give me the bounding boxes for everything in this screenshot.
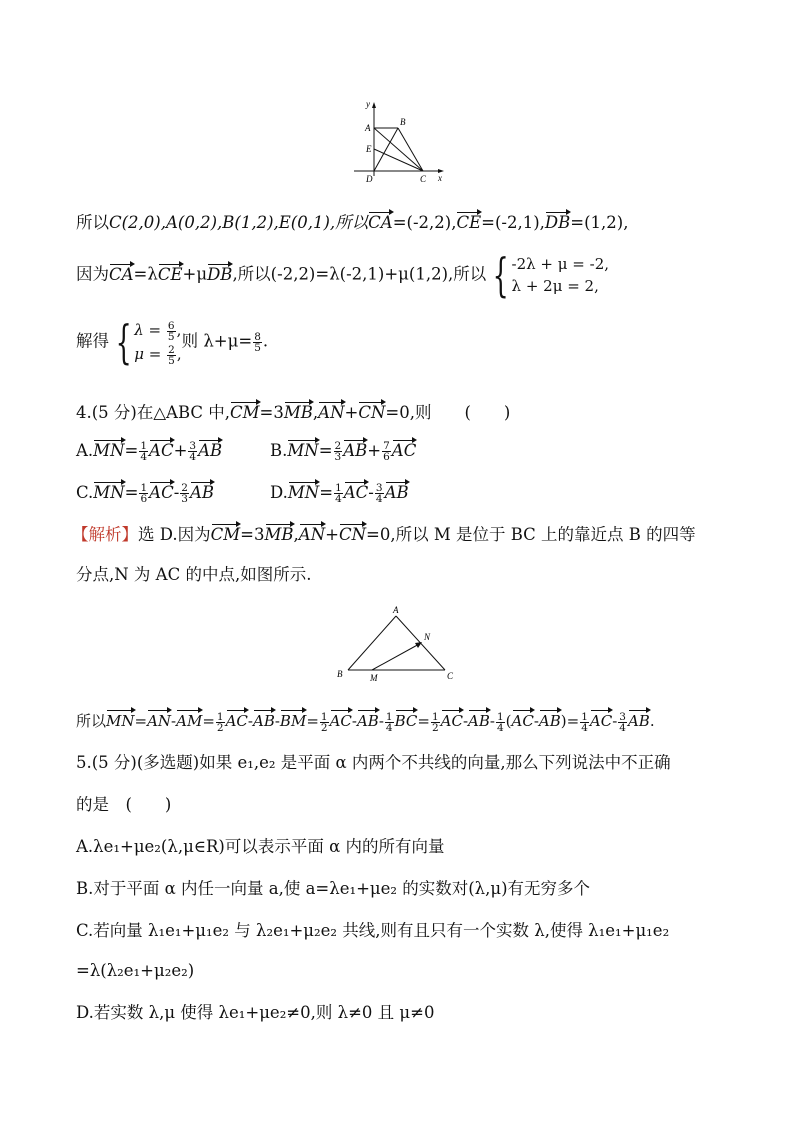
text-span: μ = (134, 345, 167, 363)
label-A: A (393, 605, 399, 615)
q5-option-C-line-1 (76, 920, 669, 942)
q5-option-D (76, 1002, 434, 1024)
equation-system (512, 253, 609, 297)
label-y: y (366, 99, 370, 109)
vector-CN: CN (358, 400, 385, 424)
vector-MB: MB (284, 400, 313, 424)
option-label: A. (76, 441, 94, 460)
text-span: =λ (133, 264, 158, 284)
analysis-line-2 (76, 564, 311, 586)
text-span: 解得 (76, 331, 109, 351)
text-span: + (344, 403, 359, 422)
vector-CE: CE (456, 210, 481, 234)
question-4-stem (76, 400, 510, 424)
text-span: C(2,0),A(0,2),B(1,2),E(0,1),所以 (109, 213, 369, 232)
text-span: D.若实数 λ,μ 使得 λe₁+μe₂≠0,则 λ≠0 且 μ≠0 (76, 1003, 435, 1022)
text-span: λ = (134, 321, 166, 339)
fraction (253, 332, 262, 353)
label-M: M (370, 673, 378, 683)
text-span: 所以 (76, 213, 109, 232)
triangle-figure (330, 602, 465, 684)
text-span: =0,则 (385, 403, 432, 422)
label-D: D (366, 174, 373, 184)
option-label: B. (270, 441, 288, 460)
text-span: 分点,N 为 AC 的中点,如图所示. (76, 565, 312, 584)
text-span: 的是 ( ) (76, 795, 172, 814)
label-N: N (424, 632, 431, 642)
label-B: B (400, 117, 406, 127)
q5-option-B (76, 878, 590, 900)
coordinate-figure (350, 98, 450, 188)
label-x: x (438, 173, 442, 183)
denominator: 5 (168, 354, 175, 367)
text-span: B.对于平面 α 内任一向量 a,使 a=λe₁+μe₂ 的实数对(λ,μ)有无穷多个 (76, 879, 591, 898)
solution-line-1 (76, 210, 628, 234)
vector-CE: CE (158, 262, 183, 286)
text-span: =λ(λ₂e₁+μ₂e₂) (76, 961, 195, 980)
question-5-line-2 (76, 794, 171, 816)
analysis-line-1: 【解析】选 D.因为CM=3MB,AN+CN=0,所以 M 是位于 BC 上的靠近点 B 的四等 (72, 522, 696, 546)
vector-CA: CA (368, 210, 393, 234)
text-span: C.若向量 λ₁e₁+μ₁e₂ 与 λ₂e₁+μ₂e₂ 共线,则有且只有一个实数 λ,使得 λ₁e₁+μ₁e₂ (76, 921, 670, 940)
text-span: ,所以(-2,2)=λ(-2,1)+μ(1,2),所以 (232, 264, 487, 284)
vector-DB: DB (207, 262, 232, 286)
text-span: 因为 (76, 264, 109, 284)
text-span: 则 λ+μ= (181, 331, 253, 351)
fraction (167, 345, 176, 366)
label-C: C (420, 174, 427, 184)
option-label: D. (270, 483, 288, 502)
numerator: 6 (167, 319, 175, 332)
option-D: D.MN= $\frac{1}{4}$ AC- $\frac{3}{4}$ AB (270, 482, 409, 505)
solution-line-2 (76, 248, 610, 302)
q5-option-A (76, 836, 445, 858)
option-B: B.MN= $\frac{2}{3}$ AB+ $\frac{7}{6}$ AC (270, 440, 417, 463)
numerator: 8 (254, 330, 261, 343)
text-span: =(1,2), (570, 213, 629, 232)
text-span: , (312, 403, 319, 422)
fraction (167, 321, 176, 342)
brace-icon: { (115, 315, 132, 369)
label-B: B (337, 669, 343, 679)
label-C: C (447, 671, 454, 681)
vector-CA: CA (109, 262, 134, 286)
analysis-line-3: 所以MN=AN-AM= $\frac{1}{2}$ AC-AB-BM= $\frac{1}{2}$ AC-AB- $\frac{1}{4}$ BC= $\frac{1}{2}$ AC-AB- $\frac{1}{4}$ (AC-AB)= $\frac{1}{4}$ AC- $\frac{3}{4}$ AB. (76, 708, 655, 733)
label-A: A (365, 123, 371, 133)
numerator: 2 (168, 343, 175, 356)
vector-AN: AN (318, 400, 344, 424)
text-span: 所以 M 是位于 BC 上的靠近点 B 的四等 (395, 525, 696, 544)
text-span: 4.(5 分)在△ABC 中, (76, 403, 231, 422)
text-span: 5.(5 分)(多选题)如果 e₁,e₂ 是平面 α 内两个不共线的向量,那么下列说法中不正确 (76, 753, 671, 772)
equation-1: -2λ + μ = -2, (511, 255, 610, 273)
denominator: 5 (167, 330, 175, 343)
option-C: C.MN= $\frac{1}{6}$ AC- $\frac{2}{3}$ AB (76, 482, 215, 505)
denominator: 5 (254, 341, 261, 354)
text-span: 选 D.因为 (138, 525, 211, 544)
option-label: C. (76, 483, 94, 502)
text-span: A.λe₁+μe₂(λ,μ∈R)可以表示平面 α 内的所有向量 (76, 837, 445, 856)
vector-DB: DB (545, 210, 570, 234)
brace-icon: { (492, 248, 509, 302)
text-span: =(-2,2), (392, 213, 457, 232)
solution-line-3: 解得 { λ = $\frac{6}{5}$ , μ = $\frac{2}{5}$ , 则 λ+μ= $\frac{8}{5}$ . (76, 315, 269, 369)
text-span: =(-2,1), (481, 213, 545, 232)
equation-2: λ + 2μ = 2, (511, 277, 599, 295)
vector-CM: CM (230, 400, 260, 424)
answer-blank: ( ) (464, 403, 511, 422)
question-5-line-1 (76, 752, 671, 774)
option-A: A.MN= $\frac{1}{4}$ AC+ $\frac{3}{4}$ AB (76, 440, 223, 463)
text-span: +μ (182, 264, 208, 284)
analysis-tag: 【解析】 (72, 525, 138, 544)
text-span: =3 (259, 403, 284, 422)
q5-option-C-line-2 (76, 960, 194, 982)
label-E: E (366, 144, 372, 154)
solution-system: λ = $\frac{6}{5}$ , μ = $\frac{2}{5}$ , (134, 319, 182, 367)
